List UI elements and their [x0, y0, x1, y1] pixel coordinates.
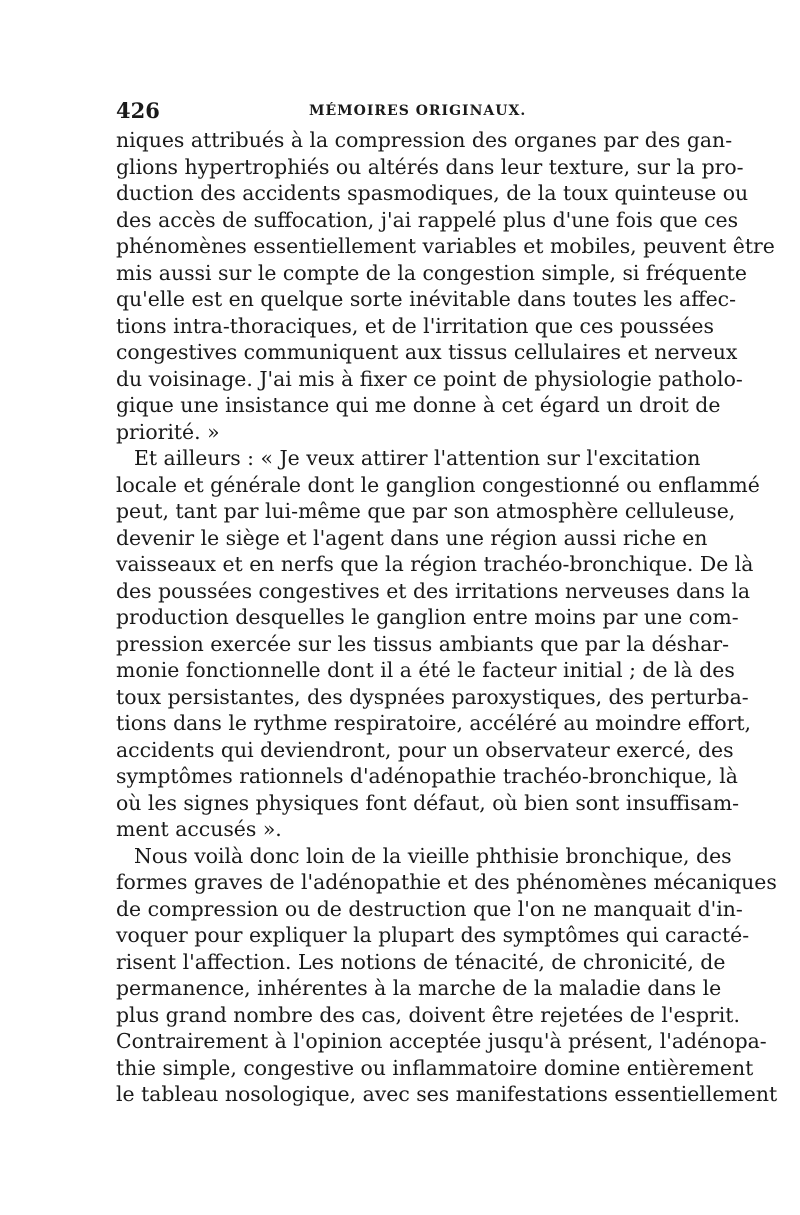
text-line: duction des accidents spasmodiques, de la toux quinteuse ou: [116, 181, 749, 205]
text-line: ment accusés ».: [116, 817, 282, 841]
text-line: de compression ou de destruction que l'on ne manquait d'in-: [116, 896, 743, 921]
paragraph-1: [116, 127, 775, 445]
text-line: tions dans le rythme respiratoire, accéléré au moindre effort,: [116, 711, 752, 735]
text-line: mis aussi sur le compte de la congestion simple, si fréquente: [116, 260, 747, 285]
text-line: niques attribués à la compression des organes par des gan-: [116, 128, 733, 152]
text-line: congestives communiquent aux tissus cellulaires et nerveux: [116, 340, 738, 364]
page-number: 426: [116, 98, 160, 123]
text-line: du voisinage. J'ai mis à fixer ce point de physiologie patholo-: [116, 366, 743, 391]
text-line: Contrairement à l'opinion acceptée jusqu'à présent, l'adénopa-: [116, 1029, 767, 1053]
text-line: accidents qui deviendront, pour un observateur exercé, des: [116, 737, 734, 762]
text-line: permanence, inhérentes à la marche de la maladie dans le: [116, 976, 722, 1000]
body-text: [116, 127, 778, 1108]
text-line: symptômes rationnels d'adénopathie trachéo-bronchique, là: [116, 764, 738, 788]
text-line: devenir le siège et l'agent dans une région aussi riche en: [116, 525, 708, 550]
text-line: tions intra-thoraciques, et de l'irritation que ces poussées: [116, 313, 714, 338]
text-line: Nous voilà donc loin de la vieille phthisie bronchique, des: [134, 843, 732, 868]
text-line: peut, tant par lui-même que par son atmosphère celluleuse,: [116, 499, 736, 523]
text-line: qu'elle est en quelque sorte inévitable dans toutes les affec-: [116, 287, 736, 311]
text-line: des poussées congestives et des irritations nerveuses dans la: [116, 578, 751, 603]
text-line: thie simple, congestive ou inflammatoire domine entièrement: [116, 1055, 754, 1080]
text-line: glions hypertrophiés ou altérés dans leur texture, sur la pro-: [116, 154, 744, 179]
running-head: MÉMOIRES ORIGINAUX.: [309, 103, 527, 119]
text-line: phénomènes essentiellement variables et mobiles, peuvent être: [116, 234, 775, 258]
text-line: plus grand nombre des cas, doivent être rejetées de l'esprit.: [116, 1002, 740, 1027]
text-line: priorité. »: [116, 419, 220, 444]
text-line: production desquelles le ganglion entre moins par une com-: [116, 605, 739, 629]
paragraph-3: [116, 843, 778, 1108]
text-line: gique une insistance qui me donne à cet égard un droit de: [116, 393, 721, 417]
text-line: vaisseaux et en nerfs que la région trachéo-bronchique. De là: [116, 552, 754, 576]
text-line: locale et générale dont le ganglion congestionné ou enflammé: [116, 472, 760, 497]
text-line: toux persistantes, des dyspnées paroxystiques, des perturba-: [116, 684, 749, 709]
text-line: monie fonctionnelle dont il a été le facteur initial ; de là des: [116, 658, 735, 682]
text-line: formes graves de l'adénopathie et des phénomènes mécaniques: [116, 870, 777, 894]
text-line: le tableau nosologique, avec ses manifestations essentiellement: [116, 1082, 778, 1106]
page-header: [116, 98, 716, 128]
text-line: des accès de suffocation, j'ai rappelé plus d'une fois que ces: [116, 207, 739, 232]
paragraph-2: [116, 445, 760, 843]
text-line: risent l'affection. Les notions de ténacité, de chronicité, de: [116, 949, 726, 974]
text-line: voquer pour expliquer la plupart des symptômes qui caracté-: [116, 923, 750, 947]
text-line: pression exercée sur les tissus ambiants que par la déshar-: [116, 631, 730, 656]
text-line: Et ailleurs : « Je veux attirer l'attention sur l'excitation: [134, 446, 701, 470]
text-line: où les signes physiques font défaut, où bien sont insuffisam-: [116, 790, 740, 815]
